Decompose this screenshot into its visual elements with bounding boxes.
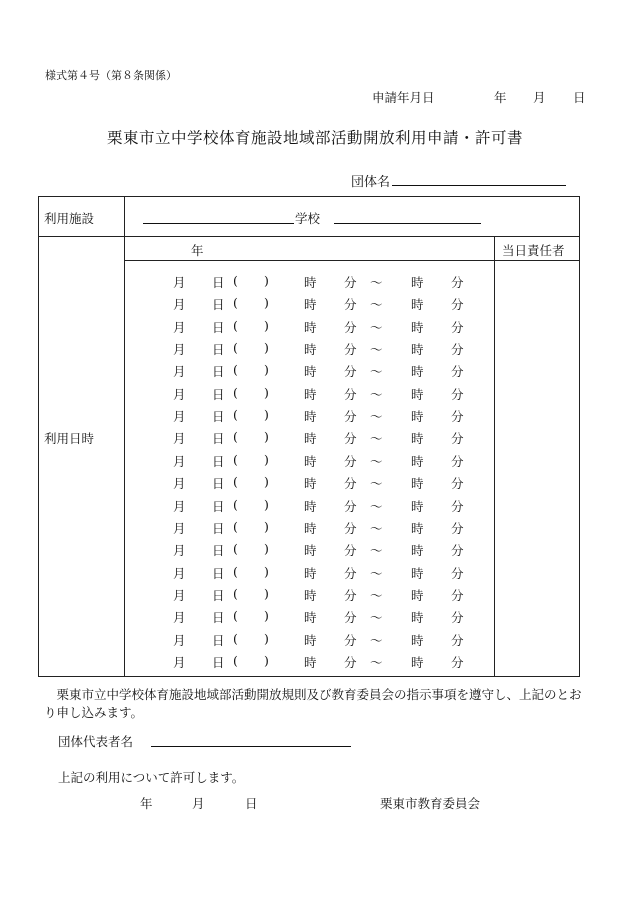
month-label: 月 [173, 565, 186, 581]
range-tilde: 〜 [370, 297, 383, 313]
table-divider [38, 236, 580, 237]
start-hour-label: 時 [304, 476, 317, 492]
weekday-open-paren: ( [233, 362, 238, 378]
weekday-close-paren: ) [264, 541, 269, 557]
datetime-row [0, 586, 630, 608]
month-label: 月 [173, 297, 186, 313]
range-tilde: 〜 [370, 587, 383, 603]
weekday-open-paren: ( [233, 317, 238, 333]
datetime-row [0, 340, 630, 362]
weekday-open-paren: ( [233, 608, 238, 624]
weekday-open-paren: ( [233, 518, 238, 534]
start-hour-label: 時 [304, 342, 317, 358]
month-label: 月 [173, 610, 186, 626]
month-label: 月 [173, 453, 186, 469]
group-name-label: 団体名 [351, 175, 391, 190]
end-hour-label: 時 [411, 587, 424, 603]
start-hour-label: 時 [304, 319, 317, 335]
day-label: 日 [212, 520, 225, 536]
end-hour-label: 時 [411, 543, 424, 559]
datetime-row [0, 273, 630, 295]
month-label: 月 [173, 409, 186, 425]
start-hour-label: 時 [304, 431, 317, 447]
end-hour-label: 時 [411, 453, 424, 469]
weekday-open-paren: ( [233, 563, 238, 579]
range-tilde: 〜 [370, 632, 383, 648]
end-minute-label: 分 [451, 587, 464, 603]
range-tilde: 〜 [370, 610, 383, 626]
end-minute-label: 分 [451, 476, 464, 492]
range-tilde: 〜 [370, 275, 383, 290]
day-label: 日 [212, 386, 225, 402]
weekday-close-paren: ) [264, 451, 269, 467]
datetime-row [0, 429, 630, 451]
end-minute-label: 分 [451, 364, 464, 380]
day-label: 日 [212, 453, 225, 469]
school-name-field[interactable] [143, 223, 294, 224]
end-minute-label: 分 [451, 409, 464, 425]
weekday-close-paren: ) [264, 384, 269, 400]
datetime-row [0, 295, 630, 317]
day-label: 日 [212, 319, 225, 335]
day-label: 日 [212, 431, 225, 447]
end-minute-label: 分 [451, 654, 464, 670]
application-date-day: 日 [573, 90, 586, 105]
month-label: 月 [173, 543, 186, 559]
end-minute-label: 分 [451, 386, 464, 402]
month-label: 月 [173, 319, 186, 335]
range-tilde: 〜 [370, 476, 383, 492]
range-tilde: 〜 [370, 409, 383, 425]
start-hour-label: 時 [304, 654, 317, 670]
application-date-label: 申請年月日 [372, 90, 435, 105]
weekday-open-paren: ( [233, 429, 238, 445]
day-label: 日 [212, 297, 225, 313]
start-hour-label: 時 [304, 409, 317, 425]
end-hour-label: 時 [411, 520, 424, 536]
start-minute-label: 分 [344, 297, 357, 313]
datetime-row [0, 497, 630, 519]
range-tilde: 〜 [370, 520, 383, 536]
weekday-open-paren: ( [233, 295, 238, 311]
month-label: 月 [173, 275, 186, 290]
day-label: 日 [212, 364, 225, 380]
day-label: 日 [212, 275, 225, 290]
start-minute-label: 分 [344, 543, 357, 559]
weekday-close-paren: ) [264, 630, 269, 646]
datetime-label: 利用日時 [44, 431, 95, 446]
start-minute-label: 分 [344, 565, 357, 581]
weekday-close-paren: ) [264, 585, 269, 601]
month-label: 月 [173, 520, 186, 536]
weekday-open-paren: ( [233, 630, 238, 646]
weekday-open-paren: ( [233, 273, 238, 288]
start-minute-label: 分 [344, 364, 357, 380]
agreement-text: 栗東市立中学校体育施設地域部活動開放規則及び教育委員会の指示事項を遵守し、上記のとおり申し込みます。 [44, 687, 582, 720]
weekday-open-paren: ( [233, 451, 238, 467]
start-hour-label: 時 [304, 297, 317, 313]
responsible-header: 当日責任者 [502, 243, 565, 258]
range-tilde: 〜 [370, 453, 383, 469]
weekday-close-paren: ) [264, 295, 269, 311]
month-label: 月 [173, 654, 186, 670]
weekday-open-paren: ( [233, 340, 238, 356]
start-minute-label: 分 [344, 498, 357, 514]
end-minute-label: 分 [451, 498, 464, 514]
end-minute-label: 分 [451, 610, 464, 626]
end-minute-label: 分 [451, 632, 464, 648]
start-hour-label: 時 [304, 610, 317, 626]
month-label: 月 [173, 386, 186, 402]
end-hour-label: 時 [411, 610, 424, 626]
representative-label: 団体代表者名 [58, 734, 134, 749]
representative-name-field[interactable] [151, 746, 351, 747]
end-hour-label: 時 [411, 297, 424, 313]
weekday-close-paren: ) [264, 563, 269, 579]
month-label: 月 [173, 476, 186, 492]
datetime-row [0, 362, 630, 384]
datetime-row [0, 541, 630, 563]
weekday-close-paren: ) [264, 317, 269, 333]
end-minute-label: 分 [451, 543, 464, 559]
start-hour-label: 時 [304, 498, 317, 514]
permission-text: 上記の利用について許可します。 [58, 770, 245, 785]
range-tilde: 〜 [370, 342, 383, 358]
facility-detail-field[interactable] [334, 223, 481, 224]
end-hour-label: 時 [411, 431, 424, 447]
month-label: 月 [173, 342, 186, 358]
permission-date-day: 日 [245, 796, 258, 811]
datetime-row [0, 474, 630, 496]
end-hour-label: 時 [411, 275, 424, 290]
weekday-close-paren: ) [264, 340, 269, 356]
datetime-row [0, 452, 630, 474]
range-tilde: 〜 [370, 543, 383, 559]
day-label: 日 [212, 543, 225, 559]
start-hour-label: 時 [304, 520, 317, 536]
year-header: 年 [191, 243, 204, 258]
weekday-open-paren: ( [233, 474, 238, 490]
end-hour-label: 時 [411, 476, 424, 492]
day-label: 日 [212, 409, 225, 425]
range-tilde: 〜 [370, 431, 383, 447]
range-tilde: 〜 [370, 386, 383, 402]
end-hour-label: 時 [411, 632, 424, 648]
weekday-open-paren: ( [233, 384, 238, 400]
end-hour-label: 時 [411, 565, 424, 581]
weekday-close-paren: ) [264, 429, 269, 445]
permission-date-month: 月 [192, 796, 205, 811]
month-label: 月 [173, 498, 186, 514]
datetime-row [0, 318, 630, 340]
day-label: 日 [212, 610, 225, 626]
application-date-month: 月 [533, 90, 546, 105]
end-hour-label: 時 [411, 342, 424, 358]
start-minute-label: 分 [344, 275, 357, 290]
permission-date-year: 年 [140, 796, 153, 811]
start-hour-label: 時 [304, 364, 317, 380]
start-hour-label: 時 [304, 453, 317, 469]
weekday-close-paren: ) [264, 474, 269, 490]
start-minute-label: 分 [344, 431, 357, 447]
start-minute-label: 分 [344, 476, 357, 492]
end-minute-label: 分 [451, 565, 464, 581]
weekday-open-paren: ( [233, 496, 238, 512]
start-minute-label: 分 [344, 409, 357, 425]
form-number: 様式第４号（第８条関係） [45, 69, 177, 82]
weekday-open-paren: ( [233, 407, 238, 423]
month-label: 月 [173, 632, 186, 648]
range-tilde: 〜 [370, 498, 383, 514]
start-minute-label: 分 [344, 610, 357, 626]
start-hour-label: 時 [304, 275, 317, 290]
start-minute-label: 分 [344, 319, 357, 335]
month-label: 月 [173, 431, 186, 447]
application-date-year: 年 [494, 90, 507, 105]
issuer: 栗東市教育委員会 [380, 796, 481, 811]
end-hour-label: 時 [411, 498, 424, 514]
weekday-close-paren: ) [264, 496, 269, 512]
datetime-row [0, 653, 630, 675]
range-tilde: 〜 [370, 364, 383, 380]
group-name-field[interactable] [392, 185, 566, 186]
weekday-close-paren: ) [264, 362, 269, 378]
start-minute-label: 分 [344, 587, 357, 603]
datetime-row [0, 519, 630, 541]
end-minute-label: 分 [451, 297, 464, 313]
start-minute-label: 分 [344, 386, 357, 402]
datetime-row [0, 385, 630, 407]
table-divider [124, 260, 580, 261]
start-minute-label: 分 [344, 520, 357, 536]
weekday-close-paren: ) [264, 652, 269, 668]
weekday-close-paren: ) [264, 273, 269, 288]
school-suffix: 学校 [295, 211, 321, 226]
start-minute-label: 分 [344, 342, 357, 358]
day-label: 日 [212, 476, 225, 492]
day-label: 日 [212, 632, 225, 648]
end-hour-label: 時 [411, 319, 424, 335]
end-minute-label: 分 [451, 319, 464, 335]
page-title: 栗東市立中学校体育施設地域部活動開放利用申請・許可書 [106, 129, 523, 147]
day-label: 日 [212, 565, 225, 581]
datetime-row [0, 608, 630, 630]
weekday-open-paren: ( [233, 541, 238, 557]
weekday-close-paren: ) [264, 407, 269, 423]
datetime-row [0, 631, 630, 653]
end-minute-label: 分 [451, 342, 464, 358]
start-minute-label: 分 [344, 654, 357, 670]
day-label: 日 [212, 654, 225, 670]
month-label: 月 [173, 364, 186, 380]
start-minute-label: 分 [344, 632, 357, 648]
end-minute-label: 分 [451, 431, 464, 447]
month-label: 月 [173, 587, 186, 603]
weekday-close-paren: ) [264, 608, 269, 624]
weekday-close-paren: ) [264, 518, 269, 534]
facility-label: 利用施設 [44, 211, 95, 226]
end-hour-label: 時 [411, 654, 424, 670]
start-minute-label: 分 [344, 453, 357, 469]
range-tilde: 〜 [370, 565, 383, 581]
end-minute-label: 分 [451, 453, 464, 469]
datetime-row [0, 564, 630, 586]
weekday-open-paren: ( [233, 652, 238, 668]
weekday-open-paren: ( [233, 585, 238, 601]
range-tilde: 〜 [370, 654, 383, 670]
start-hour-label: 時 [304, 632, 317, 648]
day-label: 日 [212, 587, 225, 603]
start-hour-label: 時 [304, 565, 317, 581]
end-minute-label: 分 [451, 275, 464, 290]
day-label: 日 [212, 342, 225, 358]
start-hour-label: 時 [304, 543, 317, 559]
datetime-row [0, 407, 630, 429]
day-label: 日 [212, 498, 225, 514]
end-hour-label: 時 [411, 409, 424, 425]
start-hour-label: 時 [304, 587, 317, 603]
end-hour-label: 時 [411, 364, 424, 380]
end-hour-label: 時 [411, 386, 424, 402]
start-hour-label: 時 [304, 386, 317, 402]
range-tilde: 〜 [370, 319, 383, 335]
end-minute-label: 分 [451, 520, 464, 536]
